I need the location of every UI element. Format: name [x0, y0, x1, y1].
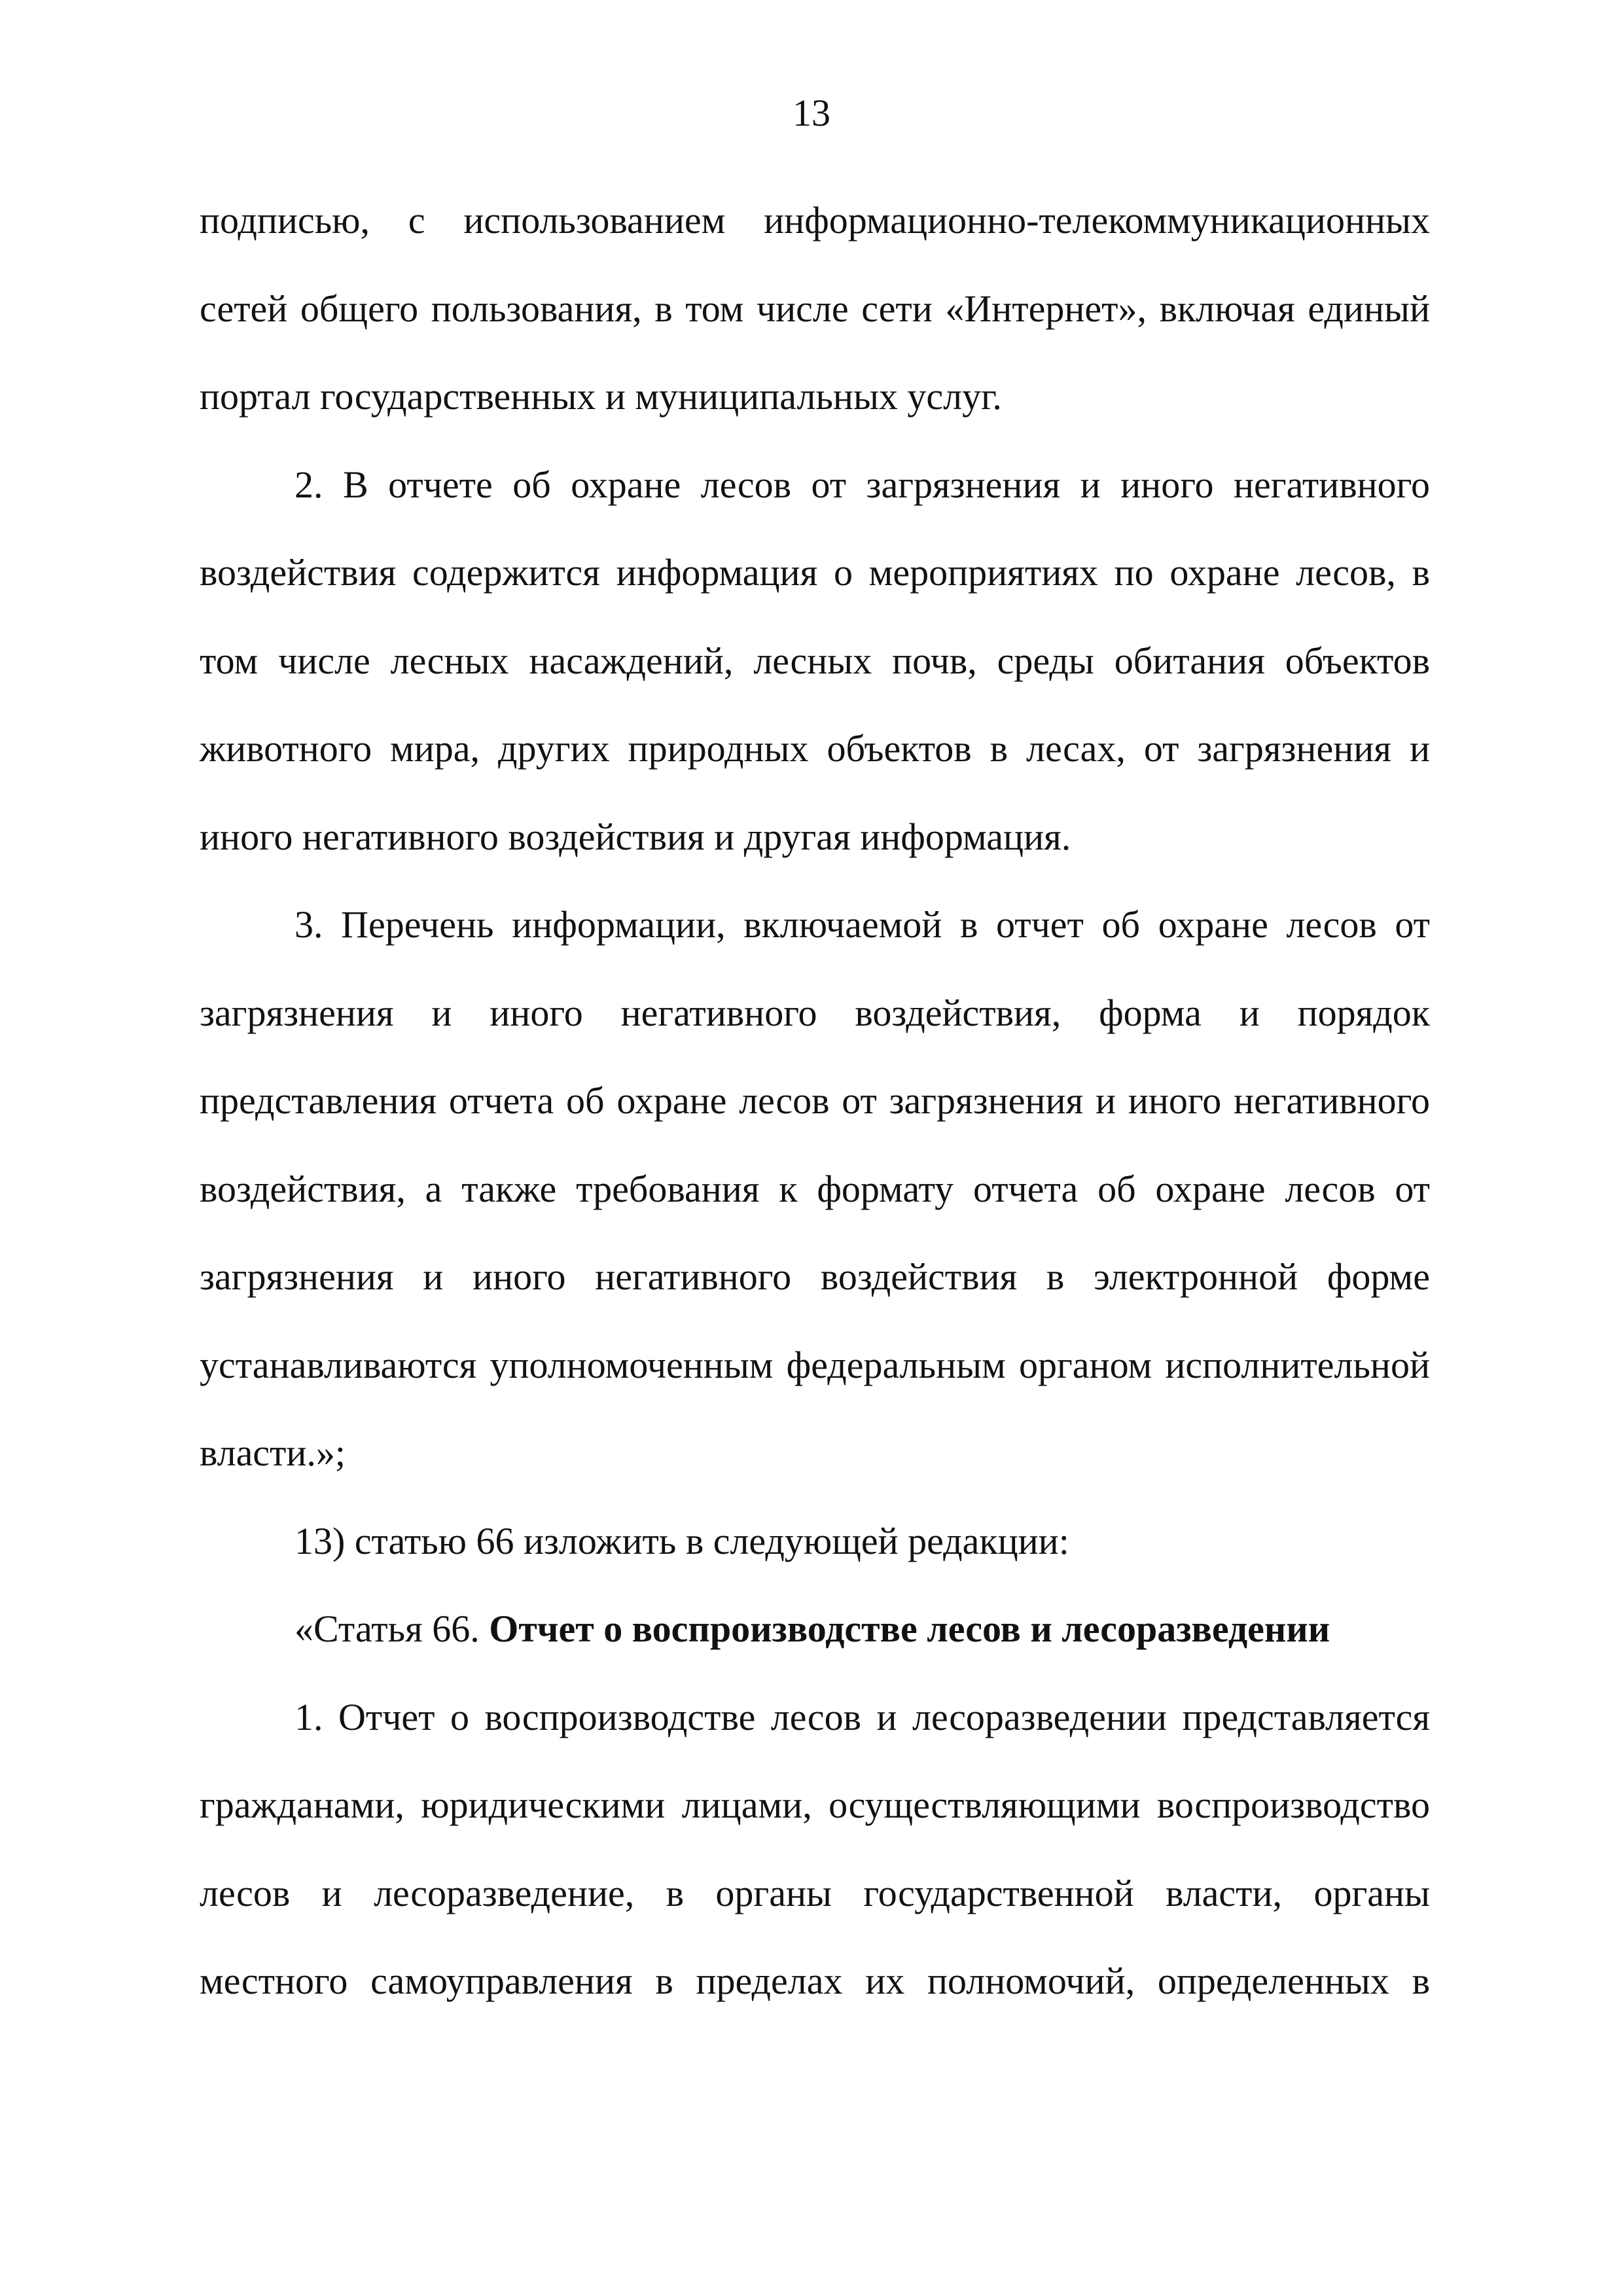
paragraph-amendment-13: 13) статью 66 изложить в следующей редакции: — [294, 1519, 1069, 1562]
paragraph-continuation: подписью, с использованием информационно-телекоммуникационных сетей общего пользования, в том числе сети «Интернет», включая единый портал государственных и муниципальных услуг. — [200, 199, 1430, 418]
document-body — [200, 177, 1430, 2026]
paragraph-item-2: 2. В отчете об охране лесов от загрязнения и иного негативного воздействия содержится информация о мероприятиях по охране лесов, в том числе лесных насаждений, лесных почв, среды обитания объектов животного мира, других природных объектов в лесах, от загрязнения и иного негативного воздействия и другая информация. — [200, 463, 1430, 858]
page-number: 13 — [793, 92, 830, 134]
article-66-heading — [200, 1585, 1430, 1674]
paragraph-item-3: 3. Перечень информации, включаемой в отчет об охране лесов от загрязнения и иного негативного воздействия, форма и порядок представления отчета об охране лесов от загрязнения и иного негативного воздействия, а также требования к формату отчета об охране лесов от загрязнения и иного негативного воздействия в электронной форме устанавливаются уполномоченным федеральным органом исполнительной власти.»; — [200, 903, 1430, 1474]
article-66-prefix: «Статья 66. — [294, 1607, 490, 1650]
article-66-title: Отчет о воспроизводстве лесов и лесоразведении — [489, 1607, 1330, 1650]
paragraph-article-66-item-1: 1. Отчет о воспроизводстве лесов и лесоразведении представляется гражданами, юридическими лицами, осуществляющими воспроизводство лесов и лесоразведение, в органы государственной власти, органы местного самоуправления в пределах их полномочий, определенных в — [200, 1695, 1430, 2002]
